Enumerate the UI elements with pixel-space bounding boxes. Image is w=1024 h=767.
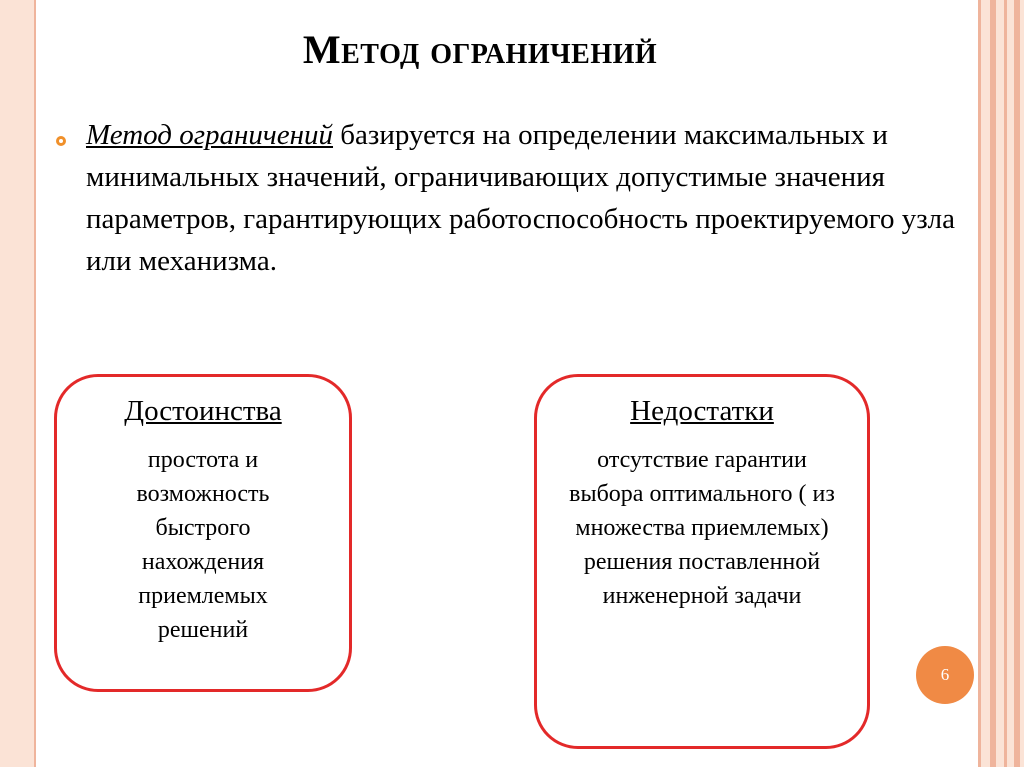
- paragraph-text: базируется на определении максимальных и минимальных значений, ограничивающих допустимые значения параметров, гарантирующих работоспособность проектируемого узла или механизма.: [86, 119, 956, 277]
- cons-title: Недостатки: [630, 395, 774, 427]
- right-decor-line: [978, 0, 981, 767]
- pros-text: простота и возможность быстрого нахождения приемлемых решений: [136, 447, 270, 643]
- right-decor-line: [1014, 0, 1020, 767]
- page-number-badge: 6: [916, 646, 974, 704]
- paragraph-lead: Метод ограничений: [86, 119, 334, 151]
- right-decor-line: [990, 0, 996, 767]
- slide-title: Метод ограничений: [302, 27, 658, 72]
- right-decor-line: [1004, 0, 1007, 767]
- bullet-icon: [56, 136, 66, 146]
- pros-title: Достоинства: [124, 395, 282, 427]
- cons-box: [534, 374, 870, 749]
- left-decor-stripe: [0, 0, 34, 767]
- pros-box: [54, 374, 352, 692]
- definition-paragraph: [86, 114, 966, 282]
- left-decor-line: [34, 0, 36, 767]
- cons-text: отсутствие гарантии выбора оптимального ( из множества приемлемых) решения поставленной инженерной задачи: [569, 447, 835, 609]
